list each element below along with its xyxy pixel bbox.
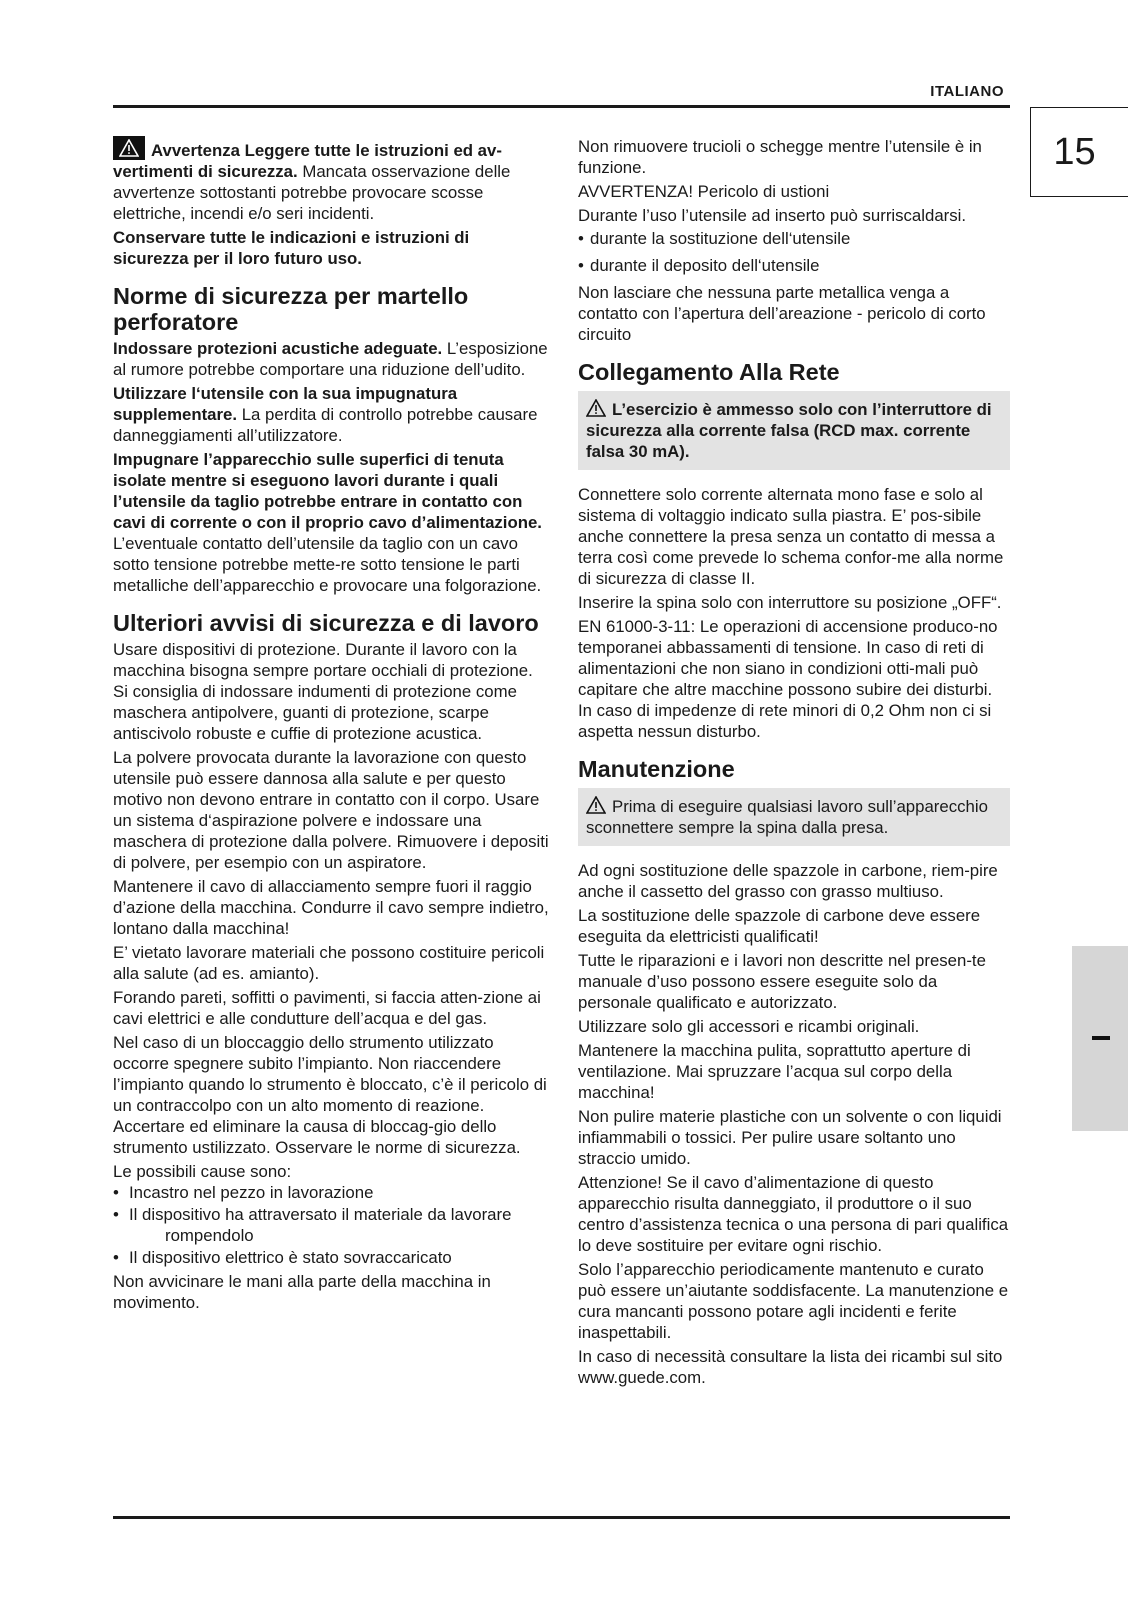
- unplug-warning-text: Prima di eseguire qualsiasi lavoro sull’apparecchio sconnettere sempre la spina dalla presa.: [586, 797, 988, 837]
- causes-list: [113, 1182, 549, 1268]
- paragraph: Attenzione! Se il cavo d’alimentazione di questo apparecchio risulta danneggiato, il produttore o il suo centro d’assistenza tecnica o una persona di pari qualifica lo deve sostituire per evitare ogni rischio.: [578, 1173, 1009, 1255]
- paragraph: EN 61000-3-11: Le operazioni di accensione produco-no temporanei abbassamenti di tensione. In caso di reti di alimentazioni che non siano in condizioni otti-mali può capitare che altre macchine possono subire dei disturbi. In caso di impedenze di rete minori di 0,2 Ohm non ci si aspetta nessun disturbo.: [578, 617, 998, 741]
- left-column: [113, 136, 549, 1316]
- side-tab: [1072, 946, 1128, 1131]
- list-item: • Incastro nel pezzo in lavorazione: [113, 1182, 549, 1203]
- paragraph: Solo l’apparecchio periodicamente mantenuto e curato può essere un’aiutante soddisfacente. La manutenzione e cura mancanti possono potare agli incidenti e ferite inaspettabili.: [578, 1260, 1009, 1342]
- heading-manutenzione: Manutenzione: [578, 756, 735, 782]
- heading-ulteriori: Ulteriori avvisi di sicurezza e di lavoro: [113, 610, 539, 636]
- paragraph: Usare dispositivi di protezione. Durante il lavoro con la macchina bisogna sempre portare occhiali di protezione. Si consiglia di indossare indumenti di protezione come maschera antipolvere, guanti di protezione, scarpe antiscivolo robuste e cuffie di protezione acustica.: [113, 640, 533, 743]
- paragraph: E’ vietato lavorare materiali che possono costituire pericoli alla salute (ad es. amianto).: [113, 943, 545, 983]
- paragraph: Mantenere il cavo di allacciamento sempre fuori il raggio d’azione della macchina. Condurre il cavo sempre indietro, lontano dalla macchina!: [113, 877, 549, 938]
- list-item: • durante il deposito dell‘utensile: [578, 255, 1010, 276]
- warning-icon: [586, 399, 606, 417]
- paragraph: Forando pareti, soffitti o pavimenti, si faccia atten-zione ai cavi elettrici e alle condutture dell’acqua e del gas.: [113, 988, 541, 1028]
- heading-martello: Norme di sicurezza per martello perforatore: [113, 283, 469, 335]
- rcd-warning-box: [578, 391, 1010, 470]
- general-warning: [113, 136, 549, 224]
- list-item: • Il dispositivo ha attraversato il materiale da lavorare: [113, 1204, 549, 1225]
- paragraph: Connettere solo corrente alternata mono fase e solo al sistema di voltaggio indicato sulla piastra. E’ pos-sibile anche connettere la presa senza un contatto di messa a terra così come prevede lo schema confor-me alla norme di sicurezza di classe II.: [578, 485, 1004, 588]
- paragraph: Tutte le riparazioni e i lavori non descritte nel presen-te manuale d’uso possono essere eseguite solo da personale qualificato e autorizzato.: [578, 951, 986, 1012]
- paragraph: Non avvicinare le mani alla parte della macchina in movimento.: [113, 1272, 491, 1312]
- unplug-warning-box: [578, 788, 1010, 846]
- paragraph: AVVERTENZA! Pericolo di ustioni: [578, 182, 830, 201]
- warning-text: Mancata osservazione delle avvertenze sottostanti potrebbe provocare scosse elettriche, incendi e/o seri incidenti.: [113, 162, 511, 223]
- paragraph: Durante l’uso l’utensile ad inserto può surriscaldarsi.: [578, 206, 967, 225]
- dash-tab-icon: [1092, 1036, 1110, 1040]
- paragraph: Non rimuovere trucioli o schegge mentre l’utensile è in funzione.: [578, 137, 982, 177]
- warning-icon: [586, 796, 606, 814]
- list-item: • Il dispositivo elettrico è stato sovraccaricato: [113, 1247, 549, 1268]
- paragraph: Non pulire materie plastiche con un solvente o con liquidi infiammabili o tossici. Per pulire usare soltanto uno straccio umido.: [578, 1107, 1002, 1168]
- paragraph: In caso di necessità consultare la lista dei ricambi sul sito www.guede.com.: [578, 1347, 1003, 1387]
- paragraph: Utilizzare l‘utensile con la sua impugnatura supplementare. La perdita di controllo potrebbe causare danneggiamenti all’utilizzatore.: [113, 384, 538, 445]
- paragraph: La sostituzione delle spazzole di carbone deve essere eseguita da elettricisti qualificati!: [578, 906, 981, 946]
- list-item: rompendolo: [165, 1226, 254, 1245]
- paragraph: Utilizzare solo gli accessori e ricambi originali.: [578, 1017, 920, 1036]
- paragraph: Inserire la spina solo con interruttore su posizione „OFF“.: [578, 593, 1002, 612]
- bottom-rule: [113, 1516, 1010, 1519]
- right-column: [578, 136, 1010, 1391]
- list-item: • durante la sostituzione dell‘utensile: [578, 228, 1010, 249]
- rcd-warning-text: L’esercizio è ammesso solo con l’interruttore di sicurezza alla corrente falsa (RCD max. corrente falsa 30 mA).: [586, 400, 992, 461]
- paragraph: Le possibili cause sono:: [113, 1162, 292, 1181]
- top-rule: [113, 105, 1010, 108]
- paragraph: Nel caso di un bloccaggio dello strumento utilizzato occorre spegnere subito l’impianto. Non riaccendere l’impianto quando lo strumento è bloccato, c’è il pericolo di un contraccolpo con un alto momento di reazione. Accertare ed eliminare la causa di bloccag-gio dello strumento ustilizzato. Osservare le norme di sicurezza.: [113, 1033, 547, 1157]
- paragraph: Indossare protezioni acustiche adeguate. L’esposizione al rumore potrebbe comportare una riduzione dell’udito.: [113, 339, 548, 379]
- warning-title: Avvertenza Leggere tutte le istruzioni ed av-vertimenti di sicurezza.: [113, 141, 502, 181]
- paragraph: Mantenere la macchina pulita, soprattutto aperture di ventilazione. Mai spruzzare l’acqua sul corpo della macchina!: [578, 1041, 971, 1102]
- paragraph: La polvere provocata durante la lavorazione con questo utensile può essere dannosa alla salute e per questo motivo non devono entrare in contatto con il corpo. Usare un sistema d‘aspirazione polvere e indossare una maschera di protezione dalla polvere. Rimuovere i depositi di polvere, per esempio con un aspiratore.: [113, 748, 549, 872]
- heading-rete: Collegamento Alla Rete: [578, 359, 840, 385]
- warning-icon: [113, 136, 145, 160]
- burn-list: [578, 228, 1010, 276]
- language-label: ITALIANO: [930, 83, 1004, 100]
- paragraph: Non lasciare che nessuna parte metallica venga a contatto con l’apertura dell’areazione - pericolo di corto circuito: [578, 283, 986, 344]
- paragraph: Impugnare l’apparecchio sulle superfici di tenuta isolate mentre si eseguono lavori durante i quali l’utensile da taglio potrebbe entrare in contatto con cavi di corrente o con il proprio cavo d’alimentazione. L’eventuale contatto dell’utensile da taglio con un cavo sotto tensione potrebbe mette-re sotto tensione le parti metalliche dell’apparecchio e provocare una folgorazione.: [113, 450, 542, 595]
- page-number: 15: [1030, 107, 1128, 197]
- keep-instructions: Conservare tutte le indicazioni e istruzioni di sicurezza per il loro futuro uso.: [113, 228, 470, 268]
- paragraph: Ad ogni sostituzione delle spazzole in carbone, riem-pire anche il cassetto del grasso con grasso multiuso.: [578, 861, 998, 901]
